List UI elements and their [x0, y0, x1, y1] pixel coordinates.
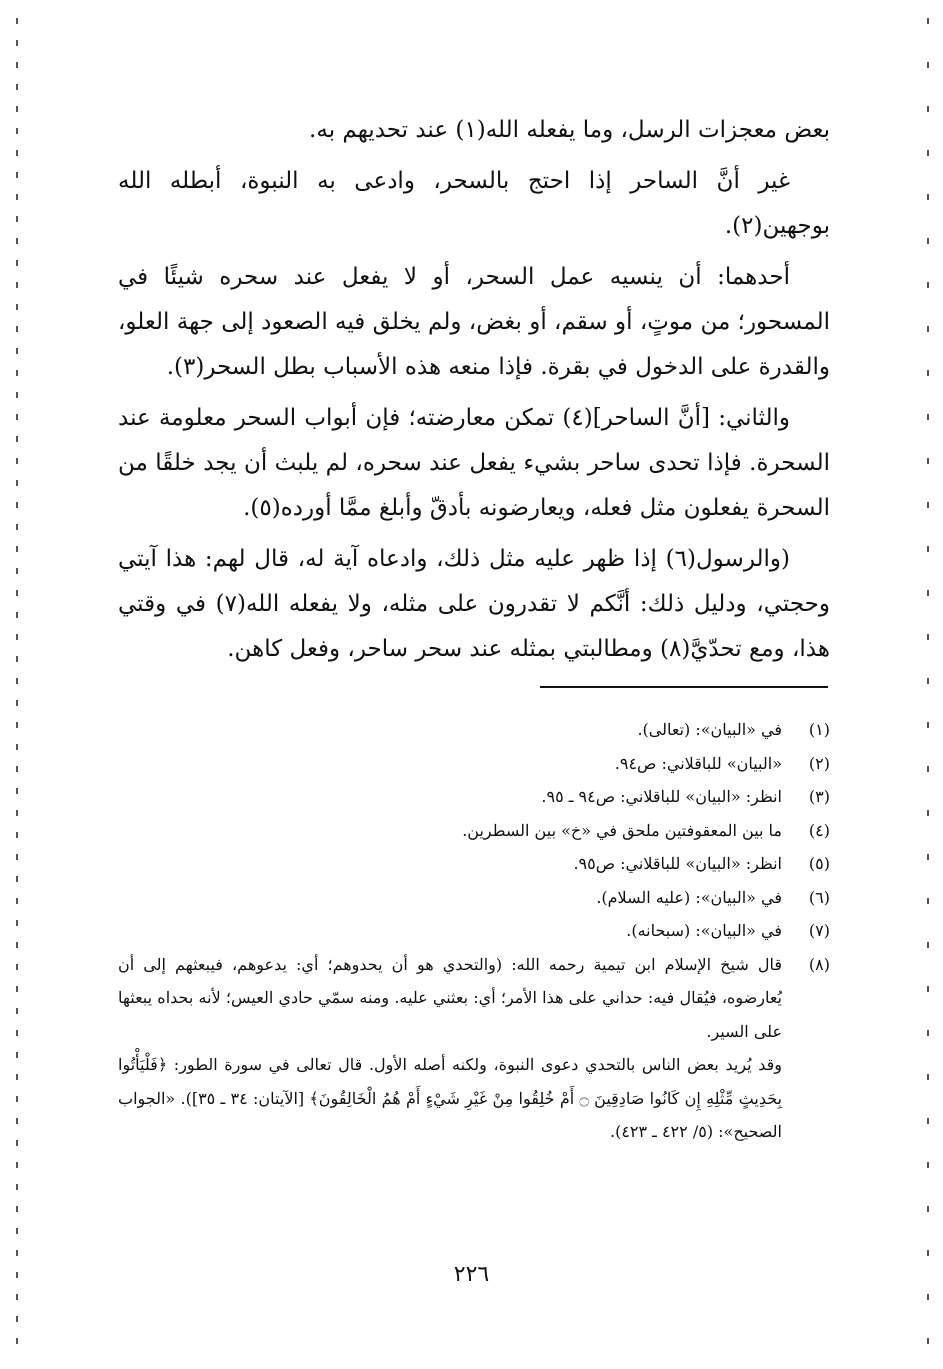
footnotes-section	[118, 713, 830, 1149]
footnote-text: انظر: «البيان» للباقلاني: ص٩٥.	[573, 854, 782, 873]
page-number: ٢٢٦	[453, 1262, 490, 1287]
footnote-number: (٣)	[808, 787, 830, 806]
footnote-text: في «البيان»: (عليه السلام).	[596, 887, 782, 907]
paragraph-5: (والرسول(٦) إذا ظهر عليه مثل ذلك، وادعاه آية له، قال لهم: هذا آيتي وحجتي، ودليل ذلك: أنَّكم لا تقدرون على مثله، ولا يفعله الله(٧) في وقتي هذا، ومع تحدّيَّ(٨) ومطالبتي بمثله عند سحر ساحر، وفعل كاهن.	[118, 546, 830, 662]
footnote-text: قال شيخ الإسلام ابن تيمية رحمه الله: (والتحدي هو أن يحدوهم؛ أي: يدعوهم، فيبعثهم إلى أن يُعارضوه، فيُقال فيه: حداني على هذا الأمر؛ أي: بعثني عليه. ومنه سمّي حادي العيس؛ لأنه بحداه يبعثها على السير.	[118, 954, 782, 1041]
paragraph-1: بعض معجزات الرسل، وما يفعله الله(١) عند تحديهم به.	[309, 117, 830, 143]
footnote-number: (٦)	[808, 887, 830, 907]
footnote-separator	[540, 686, 828, 688]
footnote-1	[118, 713, 830, 747]
footnote-4	[118, 814, 830, 848]
footnote-text: «البيان» للباقلاني: ص٩٤.	[614, 753, 782, 773]
footnote-text: وقد يُريد بعض الناس بالتحدي دعوى النبوة، ولكنه أصله الأول. قال تعالى في سورة الطور: ﴿فَلْيَأْتُوا بِحَدِيثٍ مِّثْلِهِ إِن كَانُوا صَادِقِينَ ۝ أَمْ خُلِقُوا مِنْ غَيْرِ شَيْءٍ أَمْ هُمُ الْخَالِقُونَ﴾ [الآيتان: ٣٤ ـ ٣٥]). «الجواب الصحيح»: (٥/ ٤٢٢ ـ ٤٢٣).	[118, 1055, 783, 1141]
paragraph-2: غير أنَّ الساحر إذا احتج بالسحر، وادعى به النبوة، أبطله الله بوجهين(٢).	[118, 168, 830, 239]
footnote-text: في «البيان»: (سبحانه).	[626, 921, 782, 940]
footnote-number: (١)	[808, 720, 830, 739]
footnote-text: في «البيان»: (تعالى).	[637, 720, 782, 739]
paragraph-4: والثاني: [أنَّ الساحر](٤) تمكن معارضته؛ فإن أبواب السحر معلومة عند السحرة. فإذا تحدى ساحر بشيء يفعل عند سحره، لم يلبث أن يجد خلقًا من السحرة يفعلون مثل فعله، ويعارضونه بأدقّ وأبلغ ممَّا أورده(٥).	[118, 405, 830, 521]
footnote-7	[118, 914, 830, 948]
footnote-number: (٥)	[808, 854, 830, 873]
footnote-number: (٧)	[808, 921, 830, 940]
main-text-body	[118, 108, 830, 678]
footnote-number: (٢)	[808, 753, 830, 773]
footnote-text: انظر: «البيان» للباقلاني: ص٩٤ ـ ٩٥.	[541, 787, 782, 806]
footnote-2	[118, 747, 830, 781]
footnote-number: (٤)	[808, 820, 830, 840]
footnote-8	[118, 948, 830, 1049]
footnote-5	[118, 847, 830, 881]
footnote-3	[118, 780, 830, 814]
footnote-6	[118, 881, 830, 915]
footnote-number: (٨)	[808, 954, 830, 974]
footnote-text: ما بين المعقوفتين ملحق في «خ» بين السطرين.	[462, 820, 782, 840]
paragraph-3: أحدهما: أن ينسيه عمل السحر، أو لا يفعل عند سحره شيئًا في المسحور؛ من موتٍ، أو سقم، أو بغض، ولم يخلق فيه الصعود إلى جهة العلو، والقدرة على الدخول في بقرة. فإذا منعه هذه الأسباب بطل السحر(٣).	[118, 264, 830, 380]
footnote-8-continuation	[118, 1048, 830, 1149]
